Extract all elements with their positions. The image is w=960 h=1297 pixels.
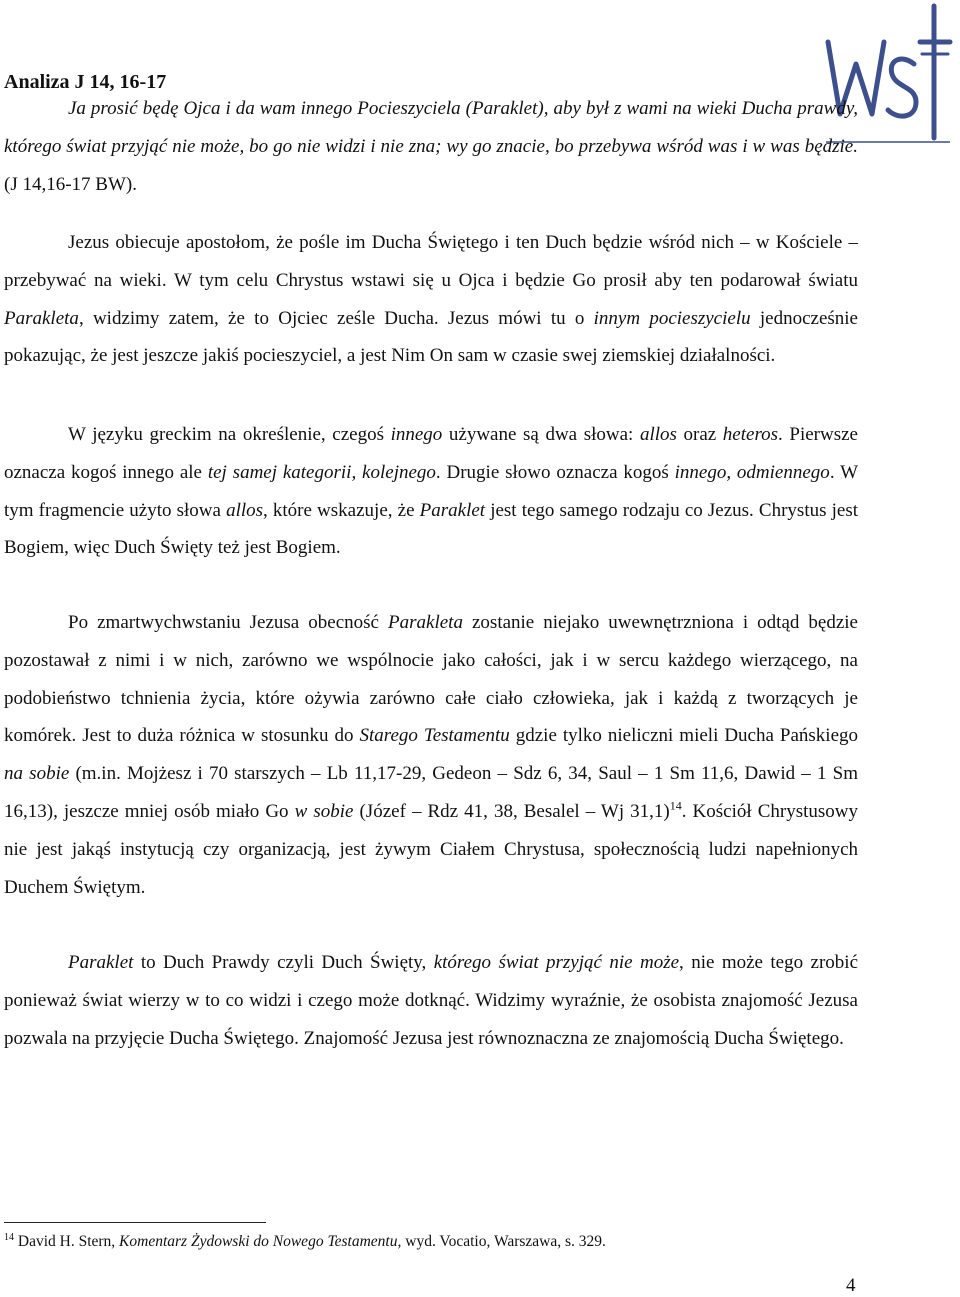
p3-text-3: oraz (676, 424, 723, 445)
p3-italic-3: heteros (722, 424, 779, 445)
quote-paraklet: Paraklet (471, 98, 538, 119)
p3-italic-6: allos (226, 499, 264, 521)
p3-text-8: jest tego samego rodzaju co Jezus. Chrystus jest Bogiem, więc Duch Święty też jest Bogiem. (4, 499, 858, 559)
p3-italic-1: innego (390, 424, 443, 445)
p2-text-2: , widzimy zatem, że to Ojciec ześle Ducha. Jezus mówi tu o (78, 307, 594, 329)
p4-text-4: (m.in. Mojżesz i 70 starszych – Lb 11,17-29, Gedeon – Sdz 6, 34, Saul – 1 Sm 11,6, Dawid – 1 Sm 16,13), jeszcze mniej osób miało Go (4, 763, 858, 822)
quote-text-2: ), aby był z wami na wieki Ducha prawdy, którego świat przyjąć nie może, bo go nie widzi i nie zna; wy go znacie, bo przebywa wśród was i w was będzie. (4, 98, 858, 157)
footnote-reference[interactable]: 14 (669, 798, 682, 813)
p3-text-2: używane są dwa słowa: (442, 424, 640, 445)
p5-italic-1: Paraklet (68, 952, 134, 973)
page-number: 4 (846, 1275, 856, 1296)
footnote-text-2: wyd. Vocatio, Warszawa, s. 329. (401, 1233, 606, 1250)
paragraph-quote (4, 90, 858, 203)
p3-text-5: . Drugie słowo oznacza kogoś (435, 461, 675, 483)
p4-italic-2: Starego Testamentu (359, 725, 510, 747)
paragraph-4 (4, 604, 858, 906)
p4-text-3: gdzie tylko nieliczni mieli Ducha Pańskiego (509, 725, 859, 747)
p2-text-3: jednocześnie pokazując, że jest jeszcze jakiś pocieszyciel, a jest Nim On sam w czasie swej ziemskiej działalności. (4, 307, 858, 367)
paragraph-3 (4, 416, 858, 567)
p4-text-6: . Kościół Chrystusowy nie jest jakąś instytucją czy organizacją, jest żywym Ciałem Chrystusa, społecznością ludzi napełnionych Duchem Świętym. (4, 800, 858, 898)
footnote (4, 1232, 606, 1252)
p5-text-1: to Duch Prawdy czyli Duch Święty, (133, 952, 434, 973)
quote-reference: (J 14,16-17 BW). (4, 173, 137, 195)
p3-text-1: W języku greckim na określenie, czegoś (68, 424, 391, 445)
p3-italic-5: innego, odmiennego (674, 461, 830, 483)
paragraph-5 (4, 944, 858, 1057)
p4-italic-3: na sobie (4, 763, 70, 785)
footnote-text-1: David H. Stern, (14, 1233, 120, 1250)
logo-letter-s (888, 59, 916, 116)
p3-text-4: . Pierwsze oznacza kogoś innego ale (4, 424, 858, 483)
p5-italic-2: którego świat przyjąć nie może (433, 952, 680, 973)
footnote-italic: Komentarz Żydowski do Nowego Testamentu, (119, 1233, 402, 1250)
p4-italic-4: w sobie (294, 800, 354, 822)
p3-text-6: . W tym fragmencie użyto słowa (4, 461, 859, 521)
p3-text-7: , które wskazuje, że (263, 499, 420, 521)
p5-text-2: , nie może tego zrobić ponieważ świat wierzy w to co widzi i czego może dotknąć. Widzimy wyraźnie, że osobista znajomość Jezusa pozwala na przyjęcie Ducha Świętego. Znajomość Jezusa jest równoznaczna ze znajomością Ducha Świętego. (4, 952, 859, 1049)
p2-text-1: Jezus obiecuje apostołom, że pośle im Ducha Świętego i ten Duch będzie wśród nich – w Kościele – przebywać na wieki. W tym celu Chrystus wstawi się u Ojca i będzie Go prosił aby ten podarował światu (4, 232, 858, 291)
p4-italic-1: Parakleta (388, 612, 463, 633)
quote-text: Ja prosić będę Ojca i da wam innego Pocieszyciela ( (68, 98, 472, 119)
p4-text-2: zostanie niejako uwewnętrzniona i odtąd będzie pozostawał z nimi i w nich, zarówno we wspólnocie jako całości, jak i w sercu każdego wierzącego, na podobieństwo tchnienia życia, które ożywia zarówno całe ciało człowieka, jak i każdą z tworzących je komórek. Jest to duża różnica w stosunku do (4, 612, 858, 747)
footnote-number: 14 (4, 1231, 14, 1243)
footnote-separator (4, 1222, 266, 1223)
p4-text-1: Po zmartwychwstaniu Jezusa obecność (68, 612, 389, 633)
p3-italic-2: allos (639, 424, 677, 445)
p2-italic-2: innym pocieszycielu (593, 307, 751, 329)
p3-italic-4: tej samej kategorii, kolejnego (207, 461, 436, 483)
p2-italic-1: Parakleta (4, 307, 79, 329)
p4-text-5: (Józef – Rdz 41, 38, Besalel – Wj 31,1) (353, 800, 670, 822)
p3-italic-7: Paraklet (419, 499, 486, 521)
section-heading: Analiza J 14, 16-17 (4, 71, 167, 93)
paragraph-2 (4, 224, 858, 375)
